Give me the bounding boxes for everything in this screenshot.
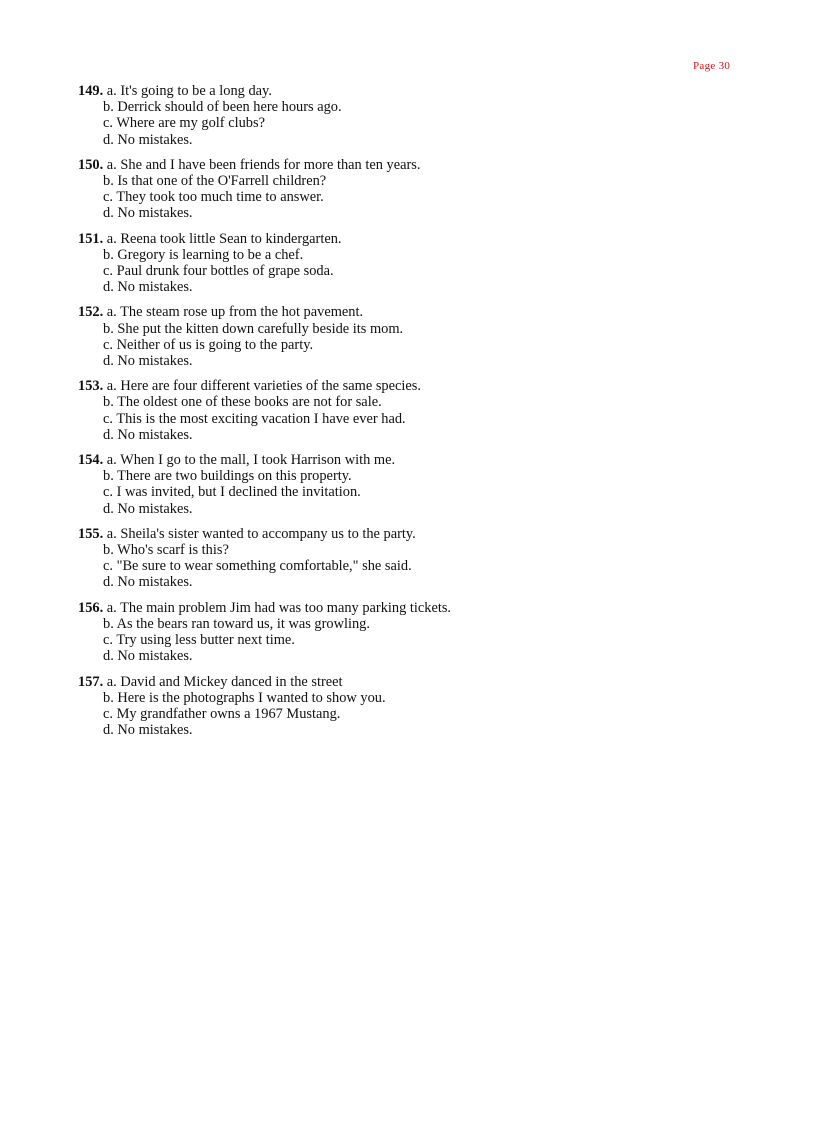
question-149 [78, 83, 758, 148]
option-d: d. No mistakes. [103, 131, 193, 148]
question-number: 156. [78, 599, 104, 616]
option-c: c. Try using less butter next time. [103, 632, 295, 649]
question-number: 153. [78, 378, 104, 395]
question-number: 151. [78, 230, 104, 247]
option-a: a. She and I have been friends for more than ten years. [106, 156, 421, 173]
option-d: d. No mistakes. [103, 574, 193, 591]
question-line-a [78, 231, 758, 247]
option-c: c. "Be sure to wear something comfortable," she said. [103, 558, 412, 575]
question-154 [78, 452, 758, 517]
option-c: c. They took too much time to answer. [103, 189, 324, 206]
question-150 [78, 157, 758, 222]
option-a: a. When I go to the mall, I took Harrison with me. [106, 452, 396, 469]
option-a: a. Here are four different varieties of the same species. [106, 378, 421, 395]
option-c: c. My grandfather owns a 1967 Mustang. [103, 705, 341, 722]
question-number: 154. [78, 452, 104, 469]
option-b: b. Gregory is learning to be a chef. [103, 246, 304, 263]
option-c: c. This is the most exciting vacation I have ever had. [103, 410, 406, 427]
question-line-a [78, 674, 758, 690]
question-156 [78, 600, 758, 665]
option-a: a. Sheila's sister wanted to accompany us to the party. [106, 525, 416, 542]
question-line-a [78, 378, 758, 394]
question-number: 155. [78, 525, 104, 542]
option-d: d. No mistakes. [103, 648, 193, 665]
option-b: b. She put the kitten down carefully beside its mom. [103, 320, 404, 337]
question-line-a [78, 304, 758, 320]
option-a: a. The main problem Jim had was too many parking tickets. [106, 599, 452, 616]
question-155 [78, 526, 758, 591]
option-c: c. Paul drunk four bottles of grape soda. [103, 263, 334, 280]
question-list [78, 83, 758, 747]
option-d: d. No mistakes. [103, 500, 193, 517]
option-d: d. No mistakes. [103, 426, 193, 443]
option-b: b. Here is the photographs I wanted to show you. [103, 689, 386, 706]
option-a: a. It's going to be a long day. [106, 83, 272, 99]
option-c: c. Neither of us is going to the party. [103, 336, 314, 353]
question-151 [78, 231, 758, 296]
question-number: 152. [78, 304, 104, 321]
question-157 [78, 674, 758, 739]
option-c: c. Where are my golf clubs? [103, 115, 265, 132]
page-number: Page 30 [693, 60, 731, 72]
question-line-a [78, 83, 758, 99]
option-b: b. There are two buildings on this property. [103, 468, 352, 485]
option-d: d. No mistakes. [103, 353, 193, 370]
question-line-a [78, 600, 758, 616]
option-d: d. No mistakes. [103, 205, 193, 222]
option-a: a. Reena took little Sean to kindergarten. [106, 230, 342, 247]
question-number: 150. [78, 156, 104, 173]
option-b: b. Is that one of the O'Farrell children? [103, 173, 327, 190]
question-line-a [78, 157, 758, 173]
option-a: a. David and Mickey danced in the street [106, 673, 343, 690]
question-153 [78, 378, 758, 443]
option-c: c. I was invited, but I declined the invitation. [103, 484, 361, 501]
question-number: 149. [78, 83, 104, 99]
option-b: b. Who's scarf is this? [103, 542, 229, 559]
option-d: d. No mistakes. [103, 279, 193, 296]
option-d: d. No mistakes. [103, 722, 193, 739]
question-line-a [78, 452, 758, 468]
option-b: b. Derrick should of been here hours ago. [103, 99, 342, 116]
question-line-a [78, 526, 758, 542]
question-152 [78, 304, 758, 369]
option-a: a. The steam rose up from the hot pavement. [106, 304, 364, 321]
question-number: 157. [78, 673, 104, 690]
option-b: b. The oldest one of these books are not for sale. [103, 394, 382, 411]
option-b: b. As the bears ran toward us, it was growling. [103, 615, 370, 632]
